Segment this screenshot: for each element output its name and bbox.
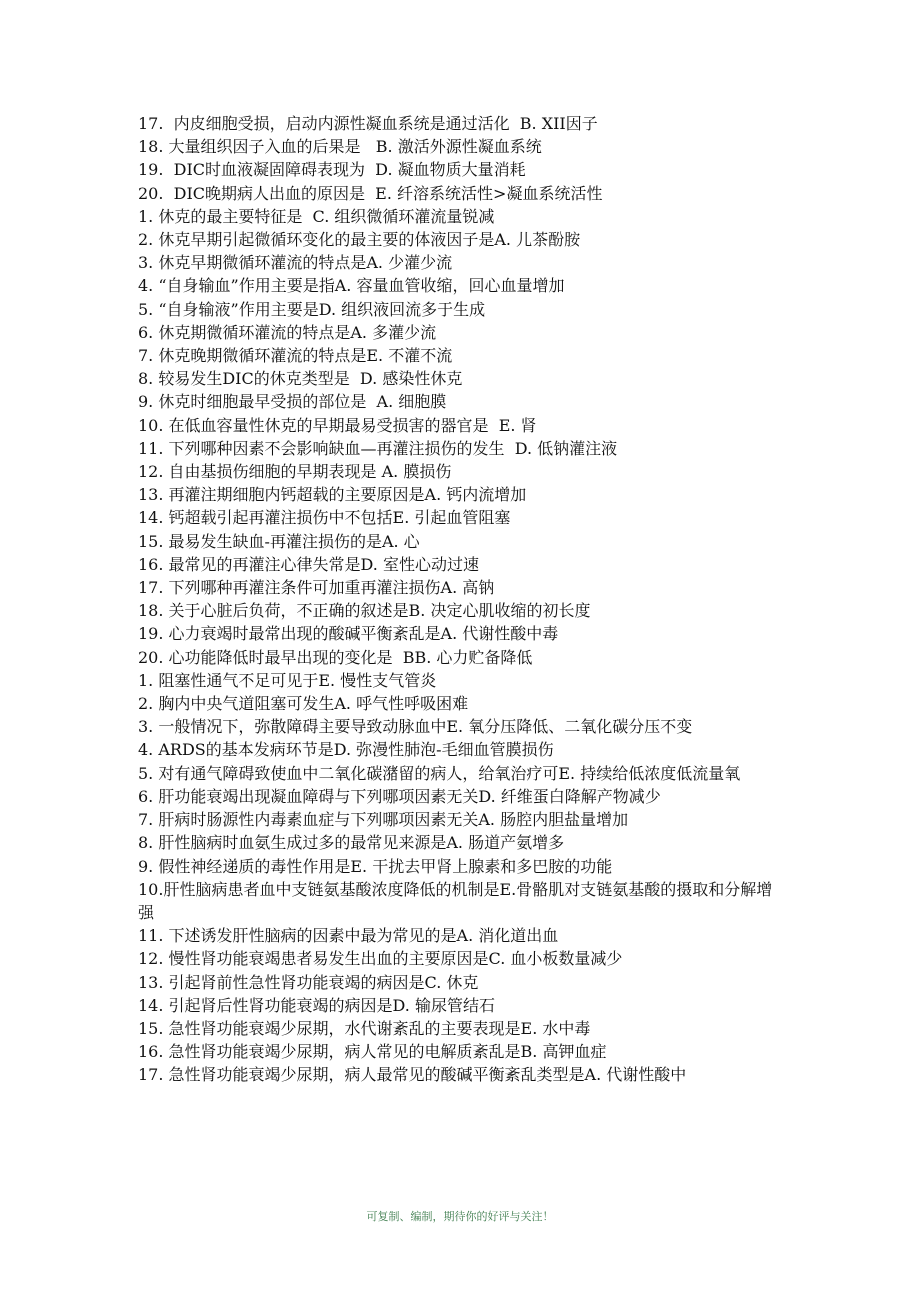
question-line: 11. 下述诱发肝性脑病的因素中最为常见的是A. 消化道出血 — [138, 926, 559, 946]
question-line: 18. 关于心脏后负荷，不正确的叙述是B. 决定心肌收缩的初长度 — [138, 601, 591, 621]
question-line: 9. 休克时细胞最早受损的部位是 A. 细胞膜 — [138, 392, 447, 412]
question-line: 4. ARDS的基本发病环节是D. 弥漫性肺泡-毛细血管膜损伤 — [138, 740, 554, 760]
question-line: 17. 内皮细胞受损，启动内源性凝血系统是通过活化 B. XII因子 — [138, 114, 598, 133]
question-line: 4. “自身输血”作用主要是指A. 容量血管收缩，回心血量增加 — [138, 276, 565, 296]
question-line: 15. 最易发生缺血-再灌注损伤的是A. 心 — [138, 531, 420, 551]
question-line: 1. 休克的最主要特征是 C. 组织微循环灌流量锐减 — [138, 206, 495, 226]
question-line: 16. 急性肾功能衰竭少尿期，病人常见的电解质紊乱是B. 高钾血症 — [138, 1042, 607, 1062]
question-line: 20. 心功能降低时最早出现的变化是 BB. 心力贮备降低 — [138, 647, 533, 667]
question-line: 3. 休克早期微循环灌流的特点是A. 少灌少流 — [138, 253, 453, 273]
question-line: 10.肝性脑病患者血中支链氨基酸浓度降低的机制是E.骨骼肌对支链氨基酸的摄取和分解增强 — [138, 879, 773, 922]
question-line: 13. 引起肾前性急性肾功能衰竭的病因是C. 休克 — [138, 972, 479, 992]
question-line: 3. 一般情况下，弥散障碍主要导致动脉血中E. 氧分压降低、二氧化碳分压不变 — [138, 717, 693, 737]
question-line: 14. 引起肾后性肾功能衰竭的病因是D. 输尿管结石 — [138, 995, 495, 1015]
question-line: 7. 休克晚期微循环灌流的特点是E. 不灌不流 — [138, 346, 453, 366]
question-line: 5. “自身输液”作用主要是D. 组织液回流多于生成 — [138, 299, 486, 319]
question-line: 11. 下列哪种因素不会影响缺血—再灌注损伤的发生 D. 低钠灌注液 — [138, 438, 618, 458]
question-line: 17. 下列哪种再灌注条件可加重再灌注损伤A. 高钠 — [138, 578, 495, 598]
question-line: 15. 急性肾功能衰竭少尿期，水代谢紊乱的主要表现是E. 水中毒 — [138, 1018, 591, 1038]
question-line: 16. 最常见的再灌注心律失常是D. 室性心动过速 — [138, 554, 479, 574]
question-line: 10. 在低血容量性休克的早期最易受损害的器官是 E. 肾 — [138, 415, 537, 435]
question-line: 9. 假性神经递质的毒性作用是E. 干扰去甲肾上腺素和多巴胺的功能 — [138, 856, 613, 876]
question-line: 6. 休克期微循环灌流的特点是A. 多灌少流 — [138, 322, 437, 342]
question-line: 19. DIC时血液凝固障碍表现为 D. 凝血物质大量消耗 — [138, 160, 526, 180]
question-line: 8. 较易发生DIC的休克类型是 D. 感染性休克 — [138, 369, 463, 389]
question-line: 17. 急性肾功能衰竭少尿期，病人最常见的酸碱平衡紊乱类型是A. 代谢性酸中 — [138, 1065, 687, 1085]
page-footer: 可复制、编制，期待你的好评与关注！ — [366, 1210, 554, 1223]
question-line: 20. DIC晚期病人出血的原因是 E. 纤溶系统活性>凝血系统活性 — [138, 183, 603, 203]
question-line: 12. 自由基损伤细胞的早期表现是 A. 膜损伤 — [138, 462, 452, 482]
question-line: 8. 肝性脑病时血氨生成过多的最常见来源是A. 肠道产氨增多 — [138, 833, 565, 853]
question-list — [138, 112, 788, 1087]
question-line: 19. 心力衰竭时最常出现的酸碱平衡紊乱是A. 代谢性酸中毒 — [138, 624, 559, 644]
question-line: 2. 休克早期引起微循环变化的最主要的体液因子是A. 儿茶酚胺 — [138, 230, 581, 250]
question-line: 14. 钙超载引起再灌注损伤中不包括E. 引起血管阻塞 — [138, 508, 511, 528]
question-line: 6. 肝功能衰竭出现凝血障碍与下列哪项因素无关D. 纤维蛋白降解产物减少 — [138, 786, 661, 806]
question-line: 2. 胸内中央气道阻塞可发生A. 呼气性呼吸困难 — [138, 694, 469, 714]
question-line: 5. 对有通气障碍致使血中二氧化碳潴留的病人，给氧治疗可E. 持续给低浓度低流量氧 — [138, 763, 741, 783]
question-line: 12. 慢性肾功能衰竭患者易发生出血的主要原因是C. 血小板数量减少 — [138, 949, 623, 969]
question-line: 13. 再灌注期细胞内钙超载的主要原因是A. 钙内流增加 — [138, 485, 527, 505]
question-line: 7. 肝病时肠源性内毒素血症与下列哪项因素无关A. 肠腔内胆盐量增加 — [138, 810, 629, 830]
question-line: 1. 阻塞性通气不足可见于E. 慢性支气管炎 — [138, 670, 437, 690]
question-line: 18. 大量组织因子入血的后果是 B. 激活外源性凝血系统 — [138, 137, 542, 157]
